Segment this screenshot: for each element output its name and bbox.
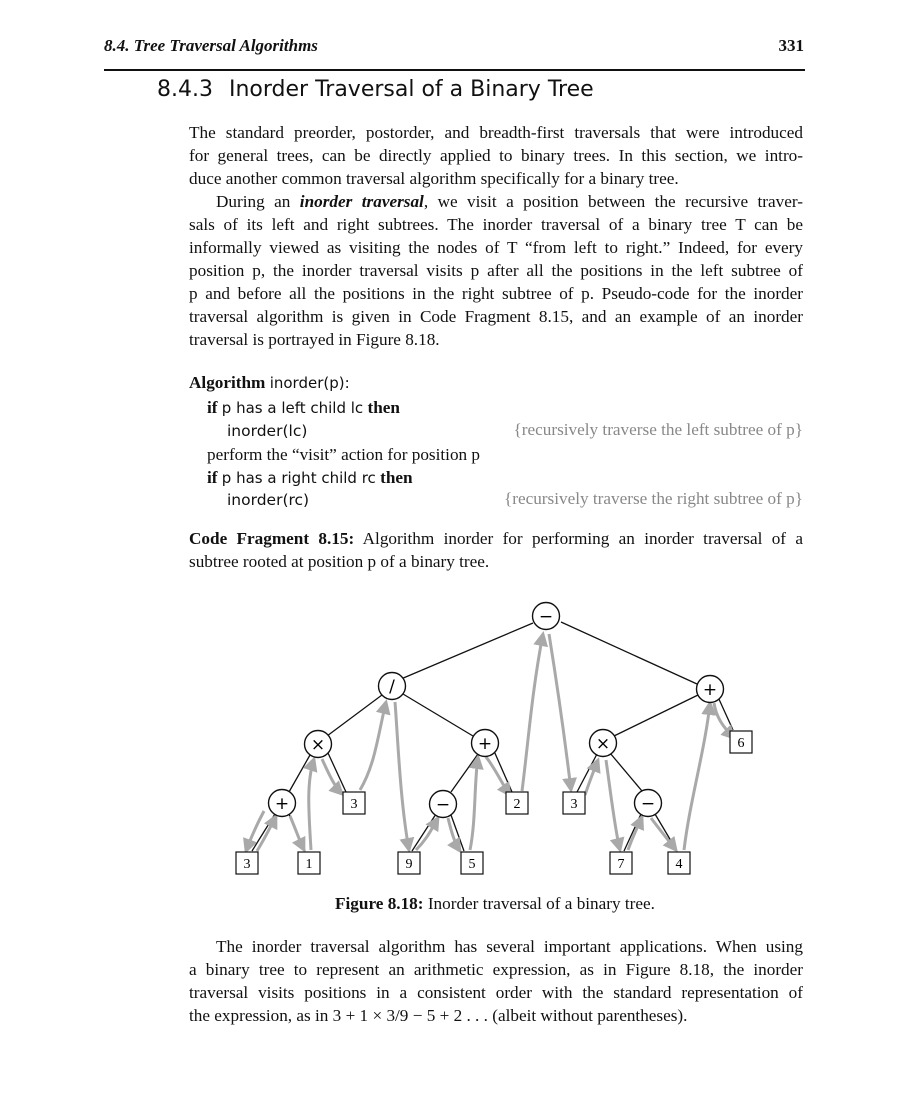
edge	[289, 755, 310, 792]
traversal-arrow	[486, 757, 510, 795]
node-times-right	[590, 730, 617, 757]
leaf-four	[668, 852, 690, 874]
edge	[614, 695, 698, 736]
algorithm-keyword: Algorithm	[189, 373, 266, 392]
node-label: −	[538, 607, 554, 627]
traversal-arrow	[395, 702, 409, 850]
paragraph-line: informally viewed as visiting the nodes of T “from left to right.” Indeed, for every	[189, 238, 803, 257]
edge	[403, 694, 473, 736]
if-keyword: if	[207, 398, 218, 417]
edge	[610, 753, 642, 791]
leaf-two	[506, 792, 528, 814]
leaf-label: 7	[617, 857, 625, 872]
leaf-label: 2	[513, 797, 521, 812]
traversal-arrow	[360, 702, 386, 790]
node-label: ×	[595, 734, 611, 754]
node-label: −	[435, 795, 451, 815]
node-label: +	[274, 794, 290, 814]
node-label: +	[702, 680, 718, 700]
node-root	[533, 603, 560, 630]
paragraph-line: a binary tree to represent an arithmetic expression, as in Figure 8.18, the inorder	[189, 960, 803, 979]
leaf-one	[298, 852, 320, 874]
edge	[327, 695, 382, 736]
caption-line	[189, 527, 803, 550]
figure-caption-label: Figure 8.18:	[335, 894, 424, 913]
text-span: , we visit a position between the recursive traver-	[423, 192, 803, 211]
algorithm-if-right	[207, 466, 413, 490]
tree-figure	[0, 590, 915, 890]
leaf-label: 4	[675, 857, 683, 872]
algorithm-signature: inorder(p):	[269, 374, 350, 392]
algorithm-call-left: inorder(lc)	[227, 422, 308, 440]
algorithm-call-right: inorder(rc)	[227, 491, 310, 509]
edge	[252, 814, 275, 851]
leaf-label: 3	[570, 797, 578, 812]
node-label: +	[477, 734, 493, 754]
caption-line: subtree rooted at position p of a binary tree.	[189, 552, 490, 571]
paragraph-line	[189, 190, 803, 213]
traversal-arrow	[309, 759, 314, 850]
leaf-label: 5	[468, 857, 476, 872]
leaf-five	[461, 852, 483, 874]
section-number: 8.4.3	[157, 77, 213, 102]
edge	[624, 814, 641, 851]
if-condition: p has a right child rc	[221, 469, 376, 487]
edge	[718, 697, 733, 730]
paragraph-line: traversal is portrayed in Figure 8.18.	[189, 330, 440, 349]
traversal-arrow	[522, 634, 543, 791]
algorithm-visit: perform the “visit” action for position p	[207, 445, 481, 464]
edge	[561, 622, 697, 684]
algorithm-comment-right: {recursively traverse the right subtree of p}	[503, 489, 803, 508]
paragraph-line: traversal visits positions in a consistent order with the standard representation of	[189, 983, 803, 1002]
text-span: During an	[216, 192, 300, 211]
node-label: −	[640, 794, 656, 814]
edge	[412, 814, 436, 851]
paragraph-line: for general trees, can be directly applied to binary trees. In this section, we intro-	[189, 146, 803, 165]
paragraph-line: position p, the inorder traversal visits p after all the positions in the left subtree of	[189, 261, 803, 280]
running-header	[104, 36, 804, 60]
algorithm-if-left	[207, 396, 400, 420]
leaf-six	[730, 731, 752, 753]
traversal-arrow	[628, 817, 642, 850]
edge	[451, 754, 478, 792]
traversal-arrow	[684, 703, 710, 850]
paragraph-line: p and before all the positions in the right subtree of p. Pseudo-code for the inorder	[189, 284, 803, 303]
leaf-label: 9	[405, 857, 413, 872]
traversal-arrow	[651, 818, 676, 850]
leaf-label: 6	[737, 736, 745, 751]
node-label: /	[389, 677, 395, 697]
section-title-text: Inorder Traversal of a Binary Tree	[228, 77, 594, 102]
algorithm-comment-left: {recursively traverse the left subtree of p}	[513, 420, 803, 439]
leaf-three-c	[236, 852, 258, 874]
section-heading	[157, 77, 594, 102]
node-plus-left	[269, 790, 296, 817]
header-rule	[104, 69, 805, 71]
leaf-label: 3	[243, 857, 251, 872]
then-keyword: then	[367, 398, 400, 417]
traversal-arrow	[549, 634, 571, 790]
traversal-arrow	[606, 760, 620, 850]
figure-caption-text: Inorder traversal of a binary tree.	[427, 894, 655, 913]
leaf-seven	[610, 852, 632, 874]
node-label: ×	[310, 735, 326, 755]
caption-text: Algorithm inorder for performing an inorder traversal of a	[362, 529, 803, 548]
leaf-three-a	[343, 792, 365, 814]
paragraph-line: duce another common traversal algorithm specifically for a binary tree.	[189, 169, 679, 188]
paragraph-line: The inorder traversal algorithm has several important applications. When using	[216, 937, 803, 956]
node-minus-right	[635, 790, 662, 817]
node-plus-mid	[472, 730, 499, 757]
node-div	[379, 673, 406, 700]
inorder-traversal-term: inorder traversal	[299, 192, 424, 211]
paragraph-line: the expression, as in 3 + 1 × 3/9 − 5 + 2 . . . (albeit without parentheses).	[189, 1006, 688, 1025]
node-plus-right	[697, 676, 724, 703]
node-times-left	[305, 731, 332, 758]
traversal-arrow	[290, 816, 304, 850]
leaf-three-b	[563, 792, 585, 814]
header-section-title: 8.4. Tree Traversal Algorithms	[104, 36, 318, 55]
then-keyword: then	[380, 468, 413, 487]
leaf-nine	[398, 852, 420, 874]
figure-caption	[0, 894, 915, 914]
leaf-label: 3	[350, 797, 358, 812]
paragraph-line: The standard preorder, postorder, and breadth-first traversals that were introduced	[189, 123, 803, 142]
header-page-number: 331	[778, 36, 804, 55]
paragraph-line: traversal algorithm is given in Code Fragment 8.15, and an example of an inorder	[189, 307, 803, 326]
edge	[401, 623, 533, 679]
caption-label: Code Fragment 8.15:	[189, 529, 355, 548]
paragraph-line: sals of its left and right subtrees. The inorder traversal of a binary tree T can be	[189, 215, 803, 234]
traversal-arrow	[470, 757, 478, 850]
traversal-arrow	[416, 818, 438, 850]
leaf-label: 1	[305, 857, 313, 872]
node-minus-mid	[430, 791, 457, 818]
algorithm-header	[189, 371, 350, 395]
if-keyword: if	[207, 468, 218, 487]
if-condition: p has a left child lc	[221, 399, 364, 417]
